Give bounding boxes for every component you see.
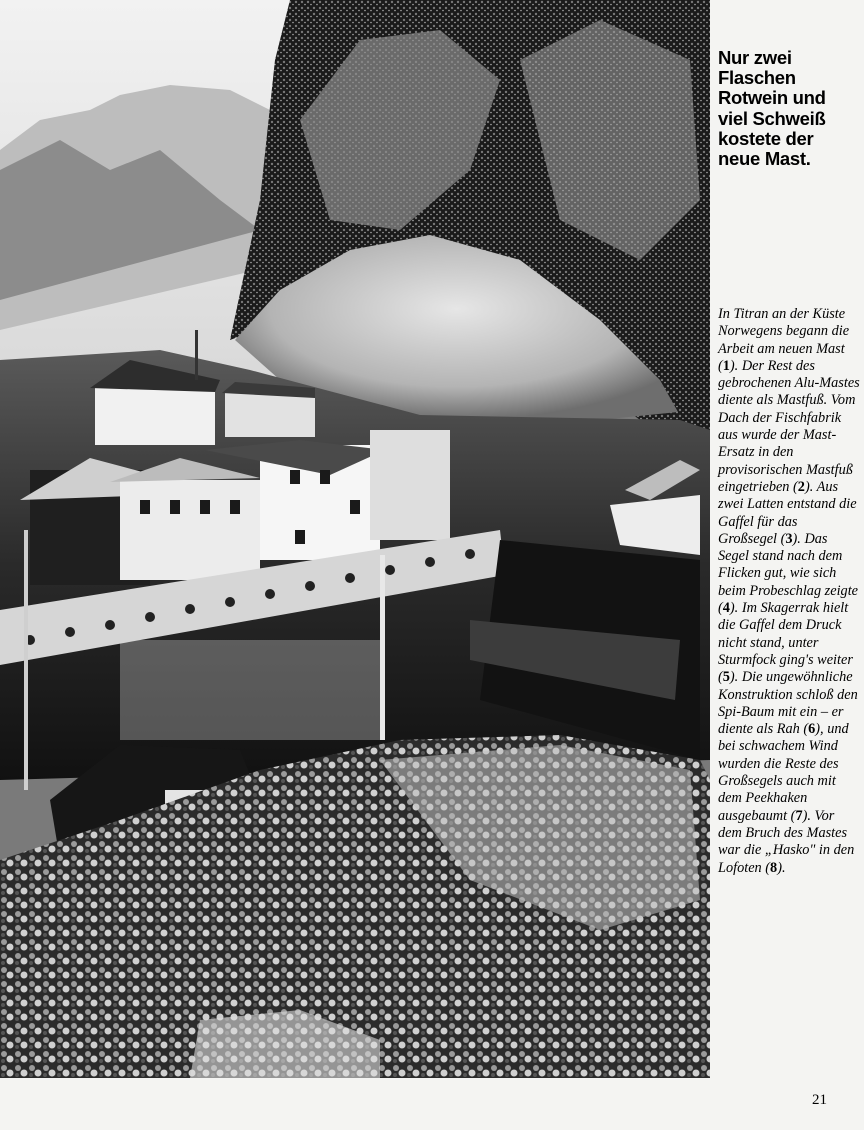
caption-reference-number: 5 — [722, 669, 730, 686]
caption-reference-number: 8 — [770, 859, 778, 876]
caption-reference-number: 6 — [808, 721, 816, 738]
caption-segment: ). Die ungewöhnliche Konstruktion schloß den Spi-Baum mit ein – er diente als Rah ( — [718, 669, 858, 738]
caption-reference-number: 3 — [785, 530, 793, 547]
caption-reference-number: 7 — [795, 807, 803, 824]
caption-segment: ), und bei schwachem Wind wurden die Reste des Großsegels auch mit dem Peekhaken ausgebaumt ( — [718, 721, 849, 824]
caption-reference-number: 2 — [797, 478, 805, 495]
page-number: 21 — [812, 1092, 827, 1108]
caption-reference-number: 4 — [722, 600, 730, 617]
caption-body-text — [718, 306, 860, 877]
caption-reference-number: 1 — [722, 357, 730, 374]
caption-segment: ). Im Skagerrak hielt die Gaffel dem Druck nicht stand, unter Sturmfock ging's weiter ( — [718, 600, 853, 686]
headline: Nur zwei Flaschen Rotwein und viel Schweiß kostete der neue Mast. — [718, 47, 826, 170]
caption-segment: ). — [777, 859, 786, 876]
caption-segment: ). Aus zwei Latten entstand die Gaffel für das Großsegel ( — [718, 478, 857, 547]
caption-segment: In Titran an der Küste Norwegens begann die Arbeit am neuen Mast ( — [718, 306, 850, 374]
caption-segment: ). Der Rest des gebrochenen Alu-Mastes diente als Mastfuß. Vom Dach der Fischfabrik aus wurde der Mast-Ersatz in den provisorischen Mastfuß eingetrieben ( — [718, 357, 860, 495]
caption-segment: ). Vor dem Bruch des Mastes war die „Hasko" in den Lofoten ( — [718, 807, 855, 876]
caption-segment: ). Das Segel stand nach dem Flicken gut, wie sich beim Probeschlag zeigte ( — [718, 530, 859, 617]
